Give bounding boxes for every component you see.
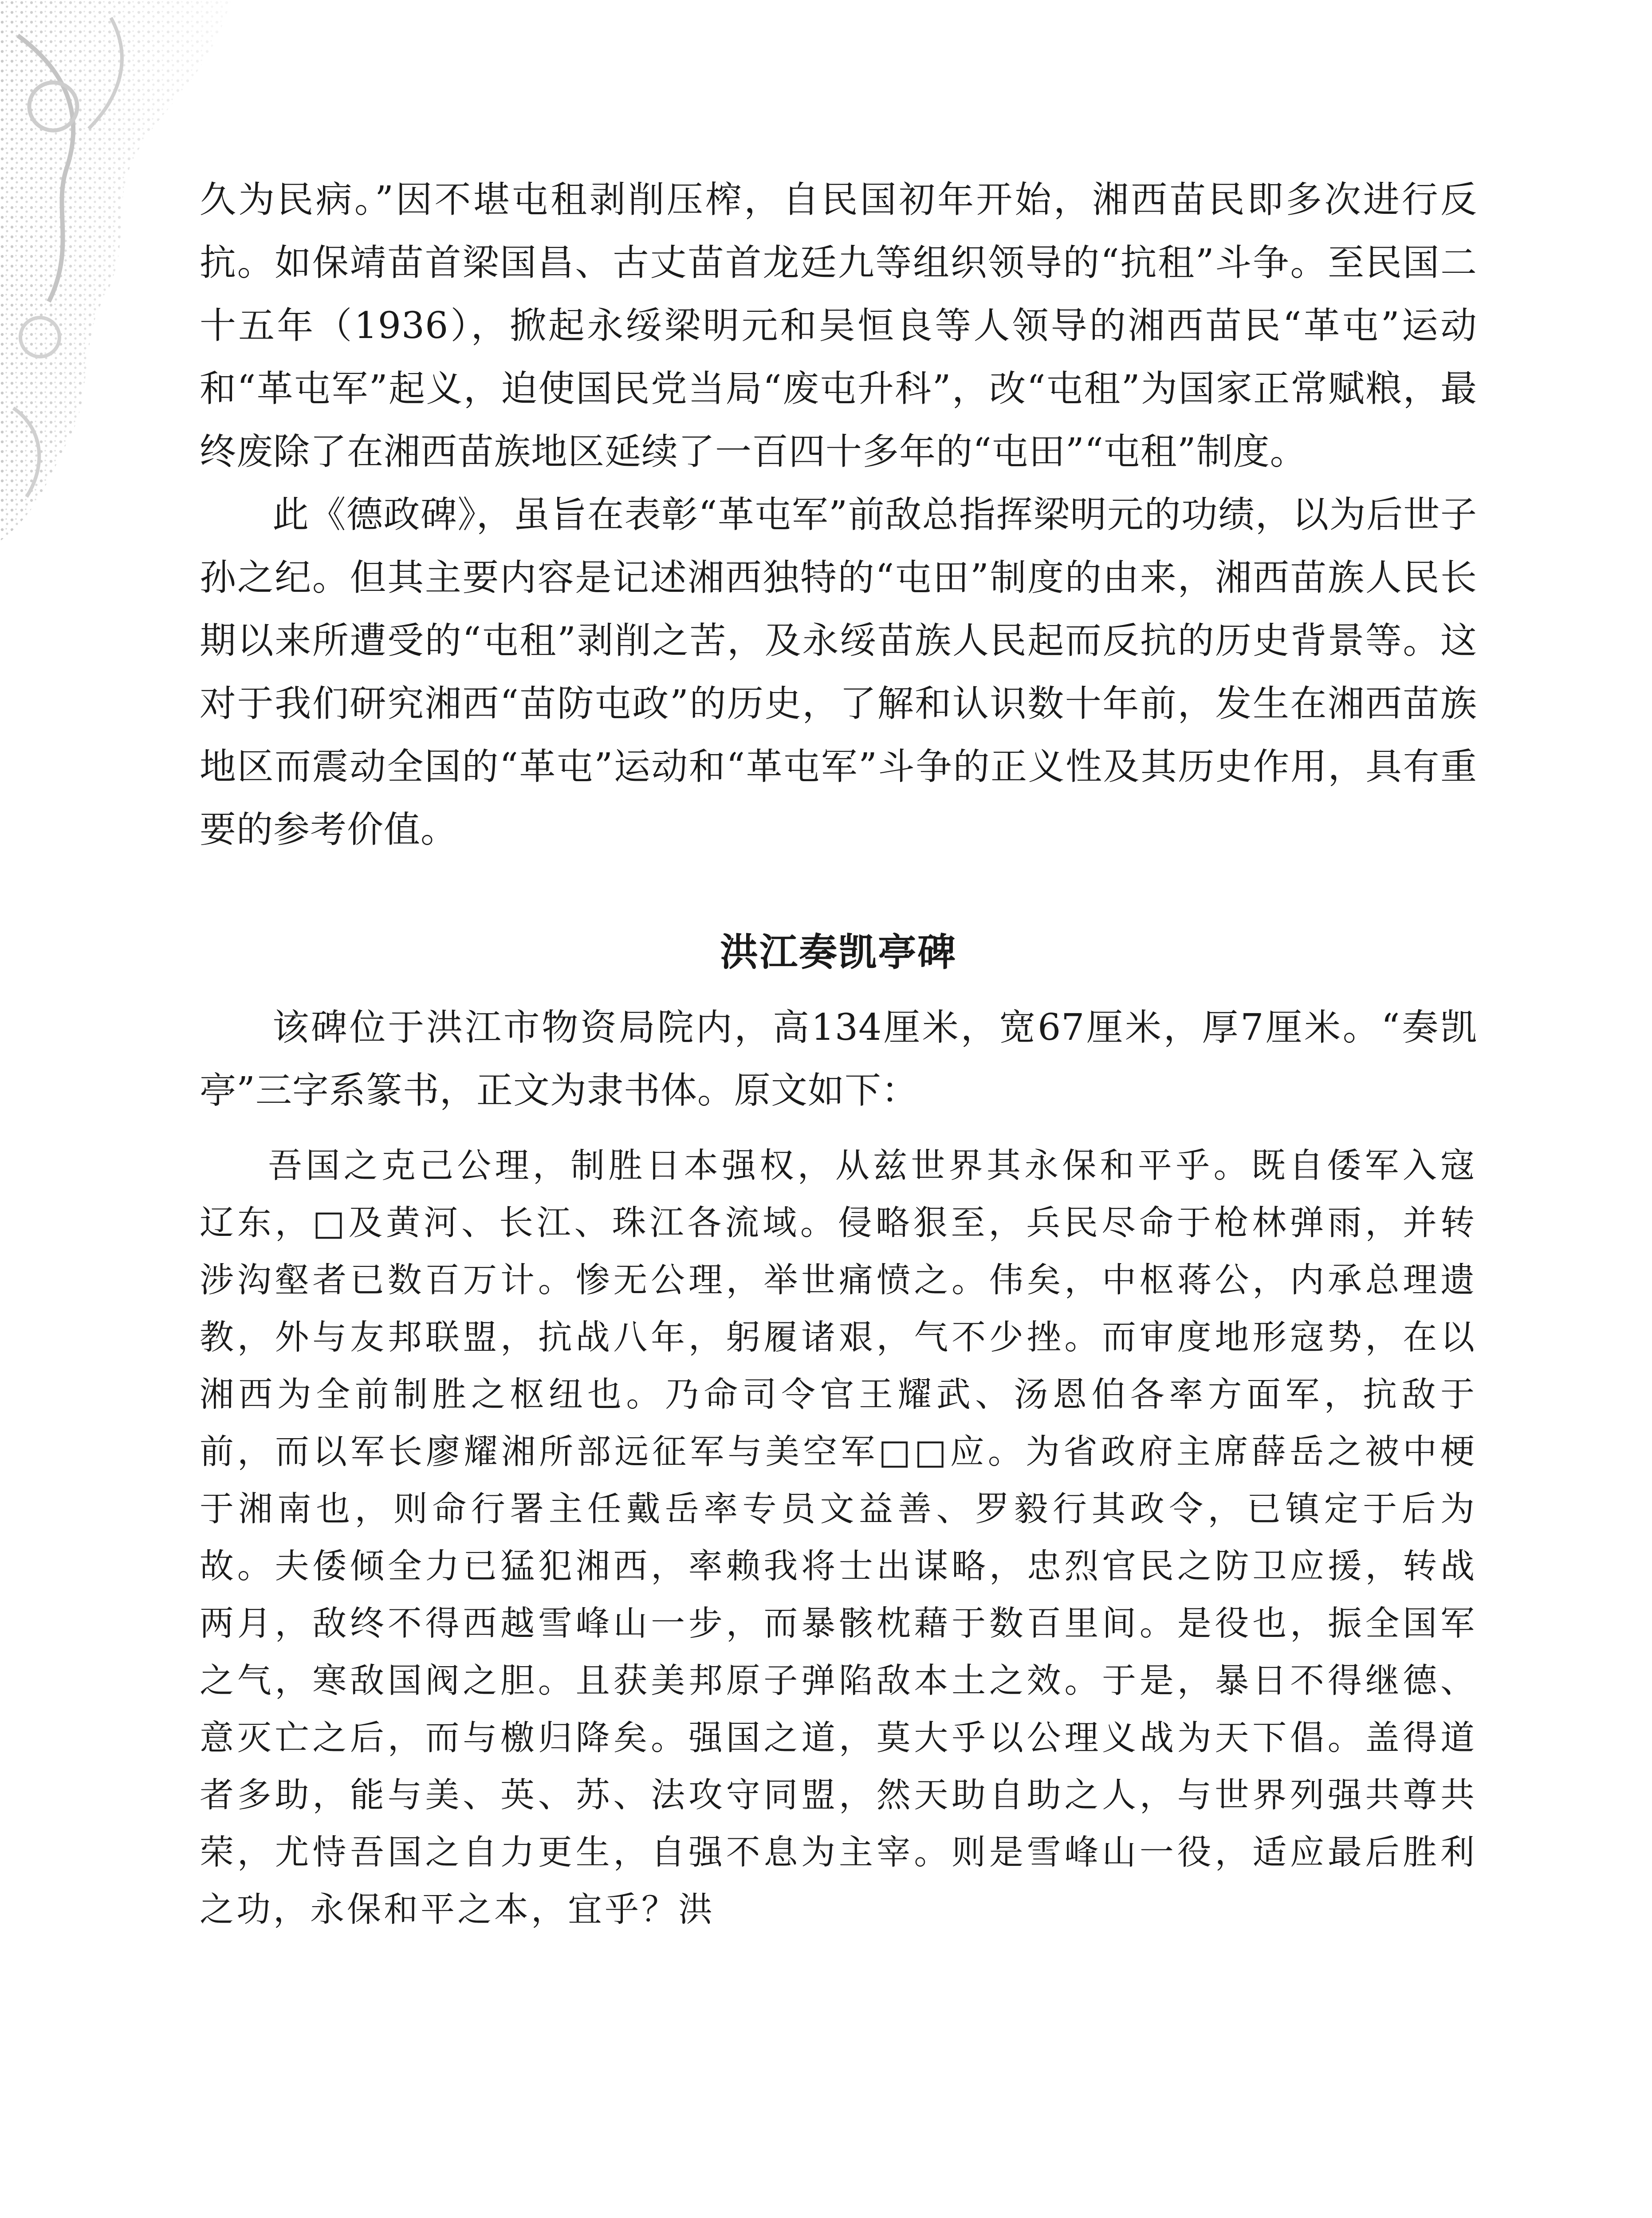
- body-paragraph: 久为民病。”因不堪屯租剥削压榨，自民国初年开始，湘西苗民即多次进行反抗。如保靖苗首梁国昌、古丈苗首龙廷九等组织领导的“抗租”斗争。至民国二十五年（1936），掀起永绥梁明元和吴恒良等人领导的湘西苗民“革屯”运动和“革屯军”起义，迫使国民党当局“废屯升科”，改“屯租”为国家正常赋粮，最终废除了在湘西苗族地区延续了一百四十多年的“屯田”“屯租”制度。: [200, 179, 1477, 473]
- page-content: [200, 169, 1477, 1939]
- inscription-paragraph: 吾国之克己公理，制胜日本强权，从兹世界其永保和平乎。既自倭军入寇辽东，□及黄河、长江、珠江各流域。侵略狠至，兵民尽命于枪林弹雨，并转涉沟壑者已数百万计。惨无公理，举世痛愤之。伟矣，中枢蒋公，内承总理遗教，外与友邦联盟，抗战八年，躬履诸艰，气不少挫。而审度地形寇势，在以湘西为全前制胜之枢纽也。乃命司令官王耀武、汤恩伯各率方面军，抗敌于前，而以军长廖耀湘所部远征军与美空军□□应。为省政府主席薛岳之被中梗于湘南也，则命行署主任戴岳率专员文益善、罗毅行其政令，已镇定于后为故。夫倭倾全力已猛犯湘西，率赖我将士出谋略，忠烈官民之防卫应援，转战两月，敌终不得西越雪峰山一步，而暴骸枕藉于数百里间。是役也，振全国军之气，寒敌国阀之胆。且获美邦原子弹陷敌本土之效。于是，暴日不得继德、意灭亡之后，而与檄归降矣。强国之道，莫大乎以公理义战为天下倡。盖得道者多助，能与美、英、苏、法攻守同盟，然天助自助之人，与世界列强共尊共荣，尤恃吾国之自力更生，自强不息为主宰。则是雪峰山一役，适应最后胜利之功，永保和平之本，宜乎？洪: [200, 1146, 1477, 1930]
- section-intro: [200, 996, 1477, 1122]
- section-title: 洪江奏凯亭碑: [720, 930, 957, 975]
- body-text: [200, 169, 1477, 861]
- inscription-text: [200, 1137, 1477, 1939]
- intro-paragraph: 该碑位于洪江市物资局院内，高134厘米，宽67厘米，厚7厘米。“奏凯亭”三字系篆书，正文为隶书体。原文如下：: [200, 1007, 1477, 1112]
- body-paragraph: 此《德政碑》，虽旨在表彰“革屯军”前敌总指挥梁明元的功绩，以为后世子孙之纪。但其主要内容是记述湘西独特的“屯田”制度的由来，湘西苗族人民长期以来所遭受的“屯租”剥削之苦，及永绥苗族人民起而反抗的历史背景等。这对于我们研究湘西“苗防屯政”的历史，了解和认识数十年前，发生在湘西苗族地区而震动全国的“革屯”运动和“革屯军”斗争的正义性及其历史作用，具有重要的参考价值。: [200, 494, 1477, 851]
